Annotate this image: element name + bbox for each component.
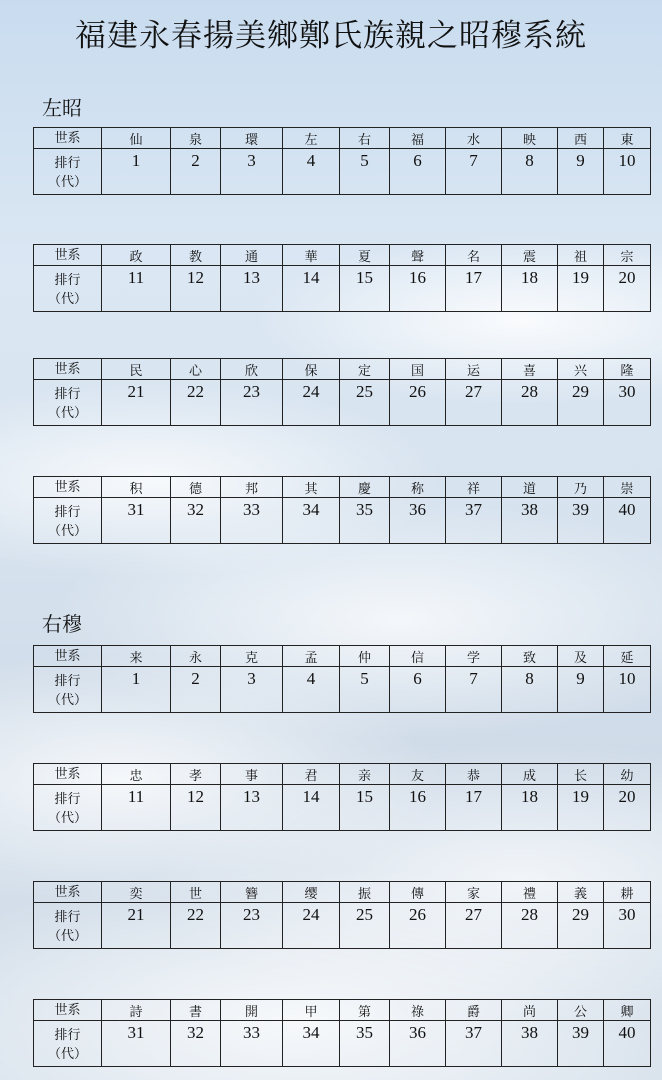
generation-number: 10	[604, 149, 651, 195]
generation-number: 2	[171, 149, 221, 195]
generation-character: 簪	[221, 882, 283, 903]
generation-character: 邦	[221, 477, 283, 498]
generation-number: 32	[171, 1021, 221, 1067]
generation-number: 22	[171, 380, 221, 426]
generation-number: 13	[221, 266, 283, 312]
generation-character: 喜	[502, 359, 558, 380]
generation-number: 23	[221, 903, 283, 949]
generation-character: 卿	[604, 1000, 651, 1021]
generation-character: 右	[340, 128, 390, 149]
generation-number: 11	[102, 266, 171, 312]
generation-character: 開	[221, 1000, 283, 1021]
generation-character: 祥	[446, 477, 502, 498]
section-heading-left: 左昭	[42, 96, 82, 120]
generation-character: 隆	[604, 359, 651, 380]
generation-character: 定	[340, 359, 390, 380]
generation-character: 积	[102, 477, 171, 498]
generation-character: 学	[446, 646, 502, 667]
rank-label	[34, 498, 102, 544]
generation-character: 致	[502, 646, 558, 667]
generation-character: 夏	[340, 245, 390, 266]
generation-number: 3	[221, 667, 283, 713]
generation-number: 38	[502, 1021, 558, 1067]
generation-number: 7	[446, 149, 502, 195]
generation-label: 世系	[34, 1000, 102, 1021]
generation-number: 38	[502, 498, 558, 544]
generation-number: 9	[558, 149, 604, 195]
generation-number: 9	[558, 667, 604, 713]
generation-number: 12	[171, 266, 221, 312]
rank-label-line2: （代）	[47, 290, 87, 306]
generation-number: 39	[558, 498, 604, 544]
generation-number: 34	[283, 498, 340, 544]
generation-character: 事	[221, 764, 283, 785]
generation-number: 14	[283, 266, 340, 312]
generation-number: 16	[390, 785, 446, 831]
generation-number: 11	[102, 785, 171, 831]
generation-table	[33, 358, 651, 426]
generation-character: 宗	[604, 245, 651, 266]
generation-number: 3	[221, 149, 283, 195]
generation-number: 40	[604, 498, 651, 544]
generation-number: 28	[502, 380, 558, 426]
generation-table	[33, 881, 651, 949]
generation-character: 世	[171, 882, 221, 903]
generation-number: 1	[102, 149, 171, 195]
generation-character: 恭	[446, 764, 502, 785]
generation-character: 東	[604, 128, 651, 149]
generation-character: 聲	[390, 245, 446, 266]
generation-number: 22	[171, 903, 221, 949]
generation-number: 13	[221, 785, 283, 831]
generation-character: 環	[221, 128, 283, 149]
generation-character: 君	[283, 764, 340, 785]
rank-label-line1: 排行	[54, 672, 81, 688]
generation-number: 21	[102, 380, 171, 426]
generation-number: 10	[604, 667, 651, 713]
generation-table	[33, 127, 651, 195]
generation-character: 通	[221, 245, 283, 266]
generation-number: 17	[446, 266, 502, 312]
generation-character: 欣	[221, 359, 283, 380]
generation-character: 政	[102, 245, 171, 266]
generation-number: 35	[340, 498, 390, 544]
generation-number: 14	[283, 785, 340, 831]
generation-number: 36	[390, 1021, 446, 1067]
page-title: 福建永春揚美鄉鄭氏族親之昭穆系統	[75, 18, 587, 54]
generation-number: 24	[283, 903, 340, 949]
rank-label	[34, 667, 102, 713]
generation-character: 幼	[604, 764, 651, 785]
generation-number: 40	[604, 1021, 651, 1067]
generation-table	[33, 244, 651, 312]
generation-number: 27	[446, 903, 502, 949]
generation-number: 17	[446, 785, 502, 831]
generation-character: 義	[558, 882, 604, 903]
generation-character: 震	[502, 245, 558, 266]
generation-character: 道	[502, 477, 558, 498]
generation-number: 6	[390, 667, 446, 713]
generation-character: 甲	[283, 1000, 340, 1021]
generation-character: 詩	[102, 1000, 171, 1021]
generation-character: 德	[171, 477, 221, 498]
generation-number: 12	[171, 785, 221, 831]
generation-character: 泉	[171, 128, 221, 149]
generation-character: 缨	[283, 882, 340, 903]
rank-label-line1: 排行	[54, 503, 81, 519]
generation-number: 21	[102, 903, 171, 949]
generation-character: 国	[390, 359, 446, 380]
generation-number: 23	[221, 380, 283, 426]
rank-label-line2: （代）	[47, 173, 87, 189]
generation-number: 26	[390, 380, 446, 426]
generation-number: 26	[390, 903, 446, 949]
generation-character: 尚	[502, 1000, 558, 1021]
generation-number: 8	[502, 149, 558, 195]
generation-table	[33, 999, 651, 1067]
generation-character: 仙	[102, 128, 171, 149]
generation-number: 5	[340, 149, 390, 195]
generation-number: 18	[502, 266, 558, 312]
rank-label-line1: 排行	[54, 385, 81, 401]
generation-label: 世系	[34, 245, 102, 266]
rank-label-line2: （代）	[47, 691, 87, 707]
generation-character: 耕	[604, 882, 651, 903]
rank-label	[34, 380, 102, 426]
generation-character: 兴	[558, 359, 604, 380]
generation-character: 保	[283, 359, 340, 380]
generation-number: 1	[102, 667, 171, 713]
generation-number: 25	[340, 380, 390, 426]
generation-character: 西	[558, 128, 604, 149]
generation-number: 18	[502, 785, 558, 831]
generation-label: 世系	[34, 128, 102, 149]
generation-number: 4	[283, 149, 340, 195]
generation-table	[33, 476, 651, 544]
rank-label	[34, 1021, 102, 1067]
generation-number: 20	[604, 266, 651, 312]
generation-number: 16	[390, 266, 446, 312]
rank-label-line1: 排行	[54, 271, 81, 287]
generation-character: 奕	[102, 882, 171, 903]
generation-table	[33, 645, 651, 713]
generation-number: 35	[340, 1021, 390, 1067]
rank-label-line2: （代）	[47, 522, 87, 538]
generation-character: 爵	[446, 1000, 502, 1021]
generation-number: 28	[502, 903, 558, 949]
generation-number: 29	[558, 903, 604, 949]
generation-number: 5	[340, 667, 390, 713]
rank-label-line1: 排行	[54, 1026, 81, 1042]
generation-label: 世系	[34, 882, 102, 903]
generation-number: 33	[221, 1021, 283, 1067]
generation-character: 忠	[102, 764, 171, 785]
generation-number: 36	[390, 498, 446, 544]
generation-number: 4	[283, 667, 340, 713]
generation-character: 振	[340, 882, 390, 903]
generation-number: 37	[446, 1021, 502, 1067]
generation-character: 来	[102, 646, 171, 667]
generation-character: 其	[283, 477, 340, 498]
generation-character: 映	[502, 128, 558, 149]
generation-character: 克	[221, 646, 283, 667]
rank-label-line2: （代）	[47, 1045, 87, 1061]
generation-character: 及	[558, 646, 604, 667]
generation-number: 33	[221, 498, 283, 544]
generation-character: 孟	[283, 646, 340, 667]
section-heading-right: 右穆	[42, 612, 82, 636]
generation-number: 37	[446, 498, 502, 544]
generation-character: 公	[558, 1000, 604, 1021]
rank-label-line1: 排行	[54, 790, 81, 806]
generation-character: 華	[283, 245, 340, 266]
generation-character: 友	[390, 764, 446, 785]
generation-number: 19	[558, 266, 604, 312]
rank-label-line1: 排行	[54, 154, 81, 170]
generation-character: 名	[446, 245, 502, 266]
generation-number: 24	[283, 380, 340, 426]
generation-number: 39	[558, 1021, 604, 1067]
generation-character: 运	[446, 359, 502, 380]
generation-label: 世系	[34, 764, 102, 785]
generation-number: 30	[604, 380, 651, 426]
rank-label-line2: （代）	[47, 927, 87, 943]
generation-character: 福	[390, 128, 446, 149]
generation-character: 第	[340, 1000, 390, 1021]
generation-number: 2	[171, 667, 221, 713]
generation-character: 祿	[390, 1000, 446, 1021]
generation-character: 教	[171, 245, 221, 266]
generation-number: 20	[604, 785, 651, 831]
generation-label: 世系	[34, 359, 102, 380]
generation-number: 8	[502, 667, 558, 713]
rank-label-line2: （代）	[47, 809, 87, 825]
generation-character: 信	[390, 646, 446, 667]
generation-character: 水	[446, 128, 502, 149]
generation-number: 27	[446, 380, 502, 426]
generation-character: 称	[390, 477, 446, 498]
generation-number: 19	[558, 785, 604, 831]
generation-number: 15	[340, 785, 390, 831]
generation-number: 34	[283, 1021, 340, 1067]
generation-character: 延	[604, 646, 651, 667]
generation-character: 长	[558, 764, 604, 785]
generation-character: 永	[171, 646, 221, 667]
generation-number: 30	[604, 903, 651, 949]
generation-character: 禮	[502, 882, 558, 903]
generation-character: 祖	[558, 245, 604, 266]
generation-character: 崇	[604, 477, 651, 498]
generation-number: 25	[340, 903, 390, 949]
generation-number: 31	[102, 498, 171, 544]
rank-label	[34, 903, 102, 949]
rank-label	[34, 785, 102, 831]
generation-character: 書	[171, 1000, 221, 1021]
rank-label-line2: （代）	[47, 404, 87, 420]
generation-number: 15	[340, 266, 390, 312]
generation-character: 成	[502, 764, 558, 785]
generation-character: 心	[171, 359, 221, 380]
generation-character: 民	[102, 359, 171, 380]
generation-table	[33, 763, 651, 831]
generation-character: 傳	[390, 882, 446, 903]
generation-character: 家	[446, 882, 502, 903]
generation-number: 6	[390, 149, 446, 195]
generation-character: 乃	[558, 477, 604, 498]
generation-number: 32	[171, 498, 221, 544]
generation-character: 仲	[340, 646, 390, 667]
generation-character: 亲	[340, 764, 390, 785]
generation-label: 世系	[34, 646, 102, 667]
rank-label	[34, 266, 102, 312]
rank-label-line1: 排行	[54, 908, 81, 924]
generation-number: 7	[446, 667, 502, 713]
generation-character: 左	[283, 128, 340, 149]
rank-label	[34, 149, 102, 195]
generation-character: 慶	[340, 477, 390, 498]
generation-character: 孝	[171, 764, 221, 785]
generation-number: 29	[558, 380, 604, 426]
generation-label: 世系	[34, 477, 102, 498]
generation-number: 31	[102, 1021, 171, 1067]
